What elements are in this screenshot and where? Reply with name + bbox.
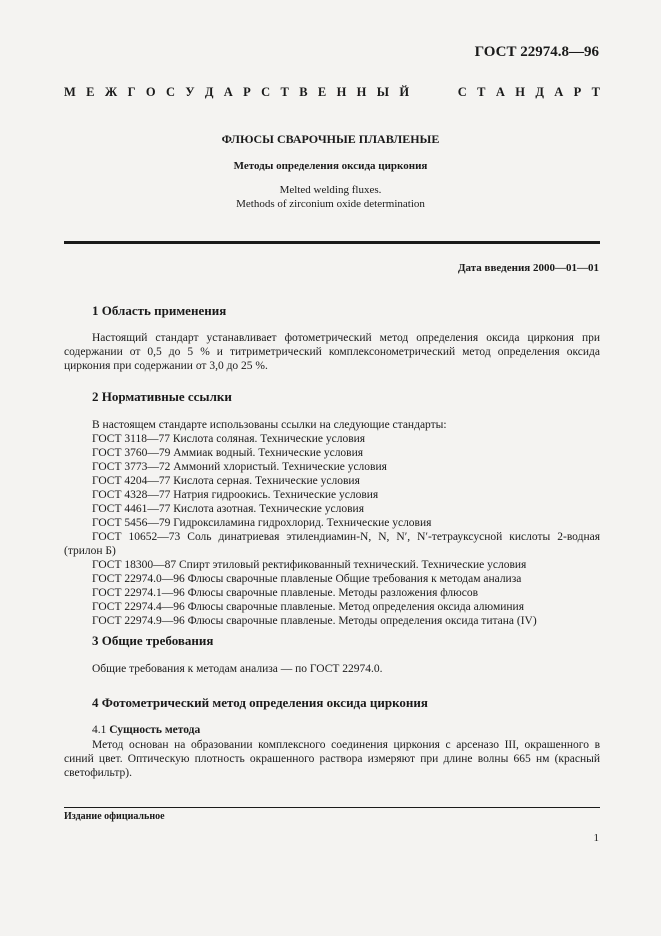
reference-item: ГОСТ 22974.4—96 Флюсы сварочные плавленые. Метод определения оксида алюминия [92,601,524,613]
banner-letter: Д [535,85,544,99]
section-3-heading: 3 Общие требования [92,633,214,648]
reference-item: ГОСТ 22974.9—96 Флюсы сварочные плавленые. Методы определения оксида титана (IV) [92,615,537,627]
banner-letter: С [457,85,467,99]
banner-letter: Р [243,85,251,99]
footer-divider [64,807,600,808]
banner-letter: Ж [104,85,118,99]
banner-letter: Е [317,85,327,99]
reference-item: ГОСТ 3760—79 Аммиак водный. Технические условия [92,447,364,459]
banner-letter: А [495,85,505,99]
interstate-standard-banner [64,85,600,100]
document-subtitle: Методы определения оксида циркония [233,160,428,172]
doc-number: ГОСТ 22974.8—96 [474,44,599,60]
banner-letter: Д [204,85,214,99]
reference-item-long: ГОСТ 10652—73 Соль динатриевая этилендиамин-N, N, N′, N′-тетрауксусной кислоты 2-водная (трилон Б) [64,531,600,557]
section-4-text: Метод основан на образовании комплексного соединения циркония с арсеназо III, окрашенного в синий цвет. Оптическую плотность окрашенного раствора измеряют при длине волны 665 нм (красный светофильтр). [64,739,600,779]
banner-letter: Т [280,85,289,99]
banner-letter: Н [356,85,367,99]
reference-item: ГОСТ 3118—77 Кислота соляная. Технические условия [92,433,366,445]
page-number: 1 [593,832,599,844]
banner-letter: С [261,85,271,99]
section-1-heading: 1 Область применения [92,303,227,318]
banner-letter: А [554,85,564,99]
reference-item: ГОСТ 18300—87 Спирт этиловый ректификованный технический. Технические условия [92,559,527,571]
reference-item: ГОСТ 5456—79 Гидроксиламина гидрохлорид. Технические условия [92,517,432,529]
title-divider [64,241,600,244]
subsection-title: Сущность метода [109,724,201,736]
banner-letter: Й [399,85,410,99]
banner-letter: Т [591,85,600,99]
reference-item: ГОСТ 4328—77 Натрия гидроокись. Технические условия [92,489,379,501]
reference-item: ГОСТ 4461—77 Кислота азотная. Технические условия [92,503,364,515]
section-2-intro: В настоящем стандарте использованы ссылки на следующие стандарты: [92,419,447,431]
banner-letter: У [185,85,195,99]
reference-item: ГОСТ 22974.1—96 Флюсы сварочные плавленые. Методы разложения флюсов [92,587,479,599]
banner-gap [419,85,447,100]
banner-letter: Н [515,85,525,99]
banner-letter: С [165,85,175,99]
reference-item: ГОСТ 3773—72 Аммоний хлористый. Технические условия [92,461,387,473]
section-3-text: Общие требования к методам анализа — по ГОСТ 22974.0. [92,663,383,675]
document-title: ФЛЮСЫ СВАРОЧНЫЕ ПЛАВЛЕНЫЕ [221,132,440,146]
banner-letter: Е [86,85,95,99]
banner-letter: Ы [376,85,390,99]
banner-letter: О [145,85,156,99]
banner-letter: Т [477,85,486,99]
reference-item: ГОСТ 22974.0—96 Флюсы сварочные плавленые Общие требования к методам анализа [92,573,522,585]
subsection-4-1 [92,724,200,736]
banner-letter: В [299,85,308,99]
section-1-text: Настоящий стандарт устанавливает фотометрический метод определения оксида циркония при содержании от 0,5 до 5 % и титриметрический комплексонометрический метод определения оксида циркония при содержании от 3,0 до 25 %. [64,332,600,372]
banner-letter: Г [127,85,136,99]
introduction-date: Дата введения 2000—01—01 [457,262,599,274]
banner-letter: М [64,85,76,99]
official-edition-label: Издание официальное [64,811,165,822]
english-subtitle: Methods of zirconium oxide determination [236,198,425,210]
subsection-number: 4.1 [92,724,107,736]
banner-letter: А [223,85,233,99]
reference-item: ГОСТ 4204—77 Кислота серная. Технические условия [92,475,360,487]
banner-letter: Н [336,85,347,99]
section-2-heading: 2 Нормативные ссылки [92,389,232,404]
english-title: Melted welding fluxes. [279,184,382,196]
banner-letter: Р [573,85,582,99]
section-4-heading: 4 Фотометрический метод определения оксида циркония [92,695,428,710]
